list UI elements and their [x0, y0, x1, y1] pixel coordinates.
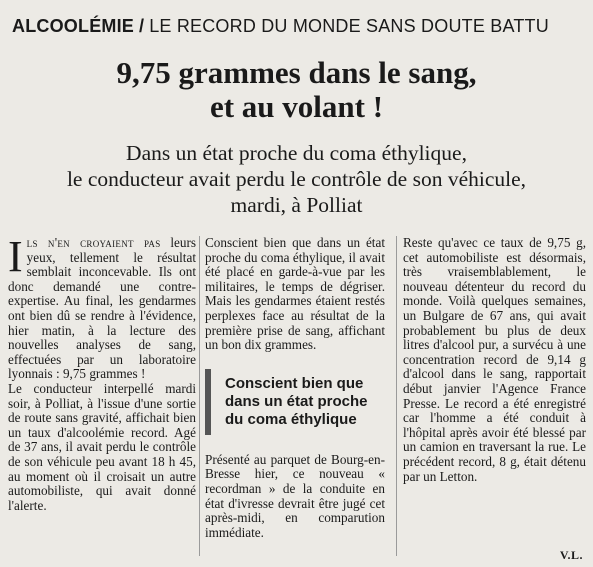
col2-paragraph-1: Conscient bien que dans un état proche du coma éthylique, il avait été placé en garde-à-vue par les militaires, le temps de dégriser. Mais les gendarmes étaient restés perplexes face au résultat de la première prise de sang, affichant un bon dix grammes.: [205, 235, 385, 353]
col1-paragraph-1: [8, 232, 197, 382]
kicker-section: ALCOOLÉMIE: [12, 16, 134, 36]
col1-paragraph-1-text: leurs yeux, tellement le résultat semblait inconcevable. Ils ont donc demandé une contre-expertise. Au final, les gendarmes ont bien dû se rendre à l'évidence, hier matin, à la lecture des nouvelles analyses de sang, effectuées par un laboratoire lyonnais : 9,75 grammes !: [8, 235, 197, 382]
col2-paragraph-2: Présenté au parquet de Bourg-en-Bresse hier, ce nouveau « recordman » de la conduite en état d'ivresse devrait être jugé cet après-midi, en comparution immédiate.: [205, 451, 385, 540]
headline-line-1: 9,75 grammes dans le sang,: [116, 55, 477, 90]
headline: [0, 56, 593, 124]
article-column-2: [205, 236, 385, 540]
author-signature: V.L.: [559, 548, 583, 562]
kicker-separator: /: [139, 16, 145, 36]
deck-line-2: le conducteur avait perdu le contrôle de son véhicule,: [66, 167, 527, 191]
col1-paragraph-2: Le conducteur interpellé mardi soir, à Polliat, à l'issue d'une sortie de route sans gravité, affichait bien un taux d'alcoolémie record. Agé de 37 ans, il avait perdu le contrôle de son véhicule peu avant 18 h 45, au moment où il croisait un autre automobiliste, qui avait donné l'alerte.: [8, 380, 196, 513]
deck-subtitle: [0, 140, 593, 218]
article-column-1: [8, 232, 197, 513]
section-kicker: [12, 16, 549, 37]
col3-paragraph-1: Reste qu'avec ce taux de 9,75 g, cet automobiliste est désormais, très vraisemblablement, le nouveau détenteur du record du monde. Voilà quelques semaines, un Bulgare de 67 ans, qui avait probablement bu plus de deux litres d'alcool pur, a survécu à une concentration record de 9,14 g d'alcool dans le sang, rapportait début janvier l'Agence France Presse. Le record a été enregistré car l'homme a été conduit à l'hôpital après avoir été blessé par un camion en traversant la rue. Le précédent record, 8 g, était détenu par un Letton.: [403, 235, 586, 484]
drop-cap: I: [8, 232, 23, 281]
kicker-topic: LE RECORD DU MONDE SANS DOUTE BATTU: [149, 16, 549, 36]
article-column-3: [403, 236, 586, 484]
article-body: [0, 232, 593, 567]
deck-line-3: mardi, à Polliat: [230, 193, 363, 217]
pull-quote: Conscient bien que dans un état proche du coma éthylique: [205, 369, 385, 435]
headline-line-2: et au volant !: [209, 89, 384, 124]
deck-line-1: Dans un état proche du coma éthylique,: [126, 141, 467, 165]
lead-in: ls n'en croyaient pas: [26, 235, 161, 250]
